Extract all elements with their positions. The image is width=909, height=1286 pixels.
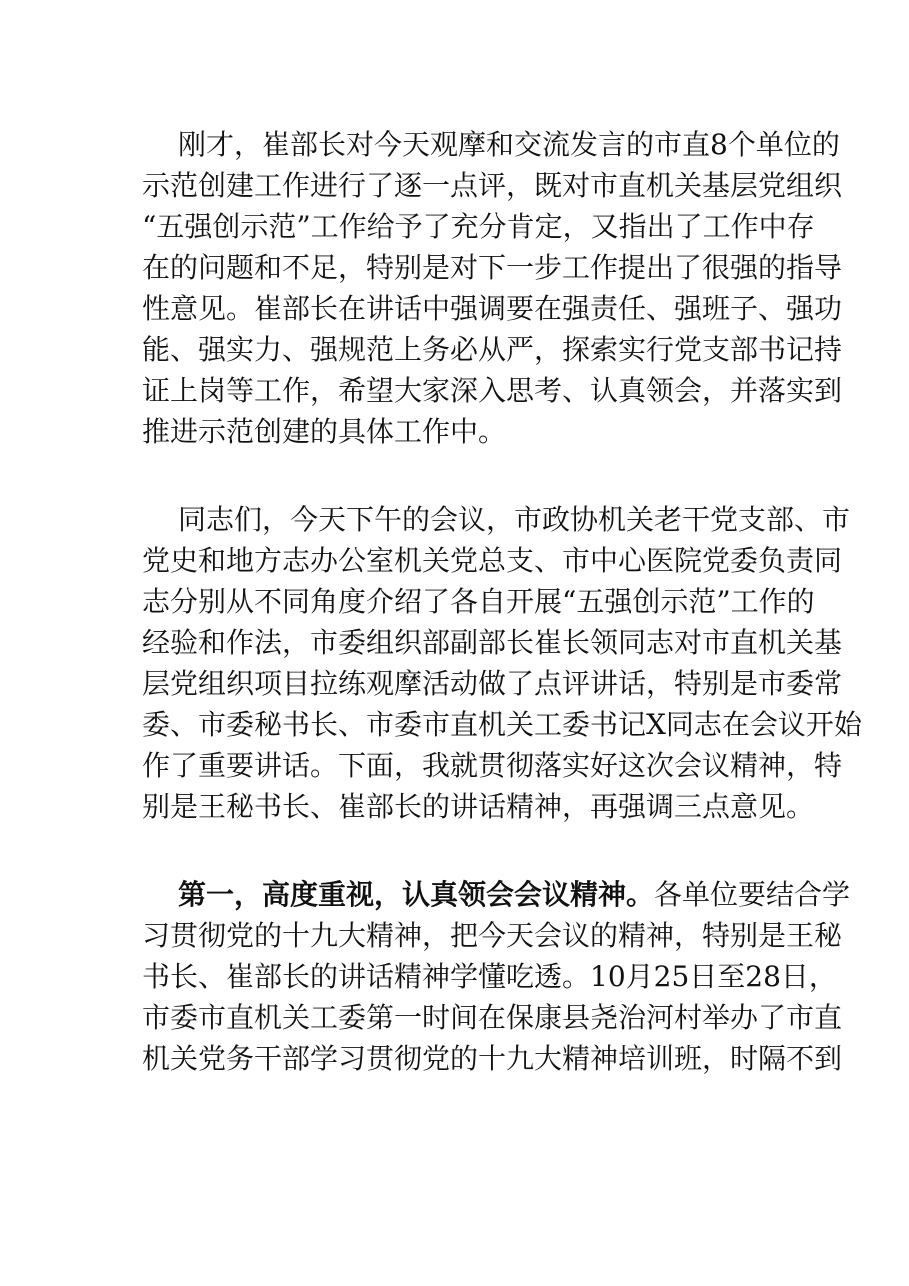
paragraph-1-line-5: 性意见。崔部长在讲话中强调要在强责任、强班子、强功 (142, 292, 843, 325)
paragraph-3-line-1-rest: 各单位要结合学 (654, 878, 851, 911)
paragraph-2-line-5: 层党组织项目拉练观摩活动做了点评讲话，特别是市委常 (142, 667, 843, 700)
paragraph-3-line-2: 习贯彻党的十九大精神，把今天会议的精神，特别是王秘 (142, 919, 843, 952)
paragraph-2-line-3: 志分别从不同角度介绍了各自开展“五强创示范”工作的 (142, 585, 815, 618)
paragraph-3-line-3: 书长、崔部长的讲话精神学懂吃透。10月25日至28日， (142, 960, 837, 993)
paragraph-2-line-1: 同志们，今天下午的会议，市政协机关老干党支部、市 (178, 503, 851, 536)
paragraph-1-line-1: 刚才，崔部长对今天观摩和交流发言的市直8个单位的 (178, 128, 840, 161)
paragraph-1-line-6: 能、强实力、强规范上务必从严，探索实行党支部书记持 (142, 333, 843, 366)
paragraph-3-line-5: 机关党务干部学习贯彻党的十九大精神培训班，时隔不到 (142, 1042, 843, 1075)
paragraph-3-line-4: 市委市直机关工委第一时间在保康县尧治河村举办了市直 (142, 1001, 843, 1034)
paragraph-3-line-1 (178, 875, 851, 915)
paragraph-1-line-8: 推进示范创建的具体工作中。 (142, 415, 507, 448)
paragraph-1-line-7: 证上岗等工作，希望大家深入思考、认真领会，并落实到 (142, 374, 843, 407)
paragraph-1-line-3: “五强创示范”工作给予了充分肯定，又指出了工作中存 (142, 210, 815, 243)
paragraph-2-line-6: 委、市委秘书长、市委市直机关工委书记X同志在会议开始 (142, 708, 862, 741)
paragraph-2-line-7: 作了重要讲话。下面，我就贯彻落实好这次会议精神，特 (142, 749, 843, 782)
paragraph-1-line-4: 在的问题和不足，特别是对下一步工作提出了很强的指导 (142, 251, 843, 284)
paragraph-2-line-2: 党史和地方志办公室机关党总支、市中心医院党委负责同 (142, 544, 843, 577)
paragraph-2-line-8: 别是王秘书长、崔部长的讲话精神，再强调三点意见。 (142, 790, 815, 823)
section-heading: 第一，高度重视，认真领会会议精神。 (178, 878, 655, 911)
paragraph-2-line-4: 经验和作法，市委组织部副部长崔长领同志对市直机关基 (142, 626, 843, 659)
paragraph-1-line-2: 示范创建工作进行了逐一点评，既对市直机关基层党组织 (142, 169, 843, 202)
